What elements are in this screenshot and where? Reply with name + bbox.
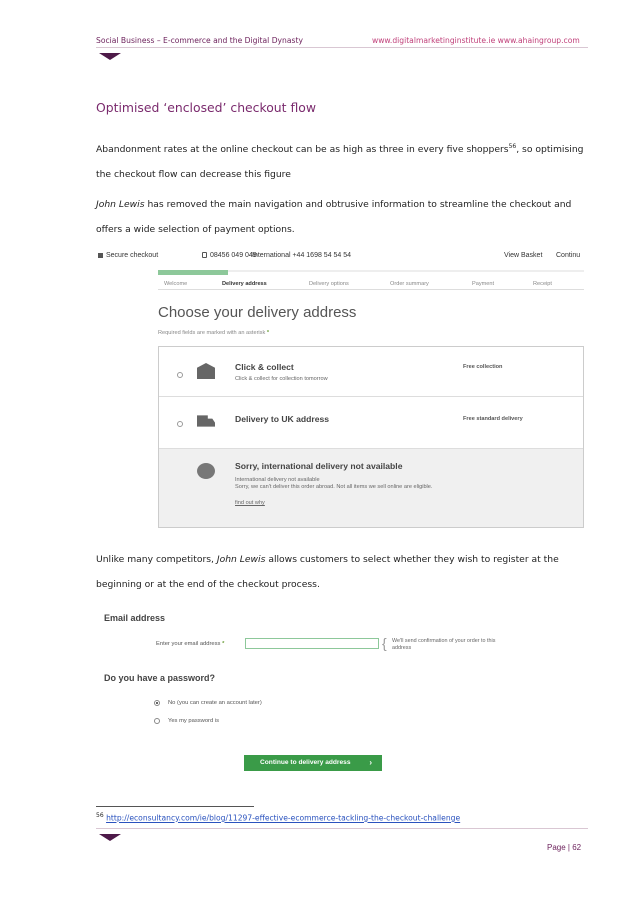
p3-pre: Unlike many competitors, [96,554,217,565]
page-number: Page | 62 [547,843,582,852]
email-note: We'll send confirmation of your order to this address [392,638,496,651]
section-heading: Optimised ‘enclosed’ checkout flow [96,100,316,115]
store-icon [197,363,215,379]
find-out-why-link[interactable]: find out why [235,500,265,506]
p3-text: allows customers to select whether they wish to register at the beginning or at the end of the checkout process. [96,554,559,590]
delivery-title: Choose your delivery address [158,304,357,321]
email-label: Enter your email address * [156,641,225,647]
header-rule [96,47,588,48]
footer-rule [96,828,588,829]
footnote-link[interactable]: http://econsultancy.com/ie/blog/11297-effective-ecommerce-tackling-the-checkout-challenge [106,813,461,823]
chevron-right-icon: › [369,758,372,767]
p3-brand: John Lewis [216,554,266,565]
paragraph-register [96,547,588,597]
radio-yes-label: Yes my password is [168,718,220,724]
option-sub: Click & collect for collection tomorrow [235,376,328,382]
footnote-num: 56 [96,812,104,819]
globe-icon [197,463,215,479]
step-welcome: Welcome [164,281,188,287]
continue-link[interactable]: Continu [556,252,581,259]
radio-click-collect[interactable] [177,372,183,378]
email-heading: Email address [104,613,166,623]
phone-number: 08456 049 049 [202,252,257,259]
progress-active [158,270,228,275]
option-title: Sorry, international delivery not available [235,461,403,471]
footer-chevron-icon [99,834,121,841]
p1-text-2: , so optimising the checkout flow can decrease this figure [96,144,584,181]
checkout-screenshot [96,246,584,530]
step-receipt: Receipt [533,281,552,287]
progress-steps [158,270,584,290]
radio-no-label: No (you can create an account later) [168,700,262,706]
radio-has-password[interactable] [154,718,160,724]
intl-number: International +44 1698 54 54 54 [252,252,352,259]
step-payment: Payment [472,281,495,287]
p2-text: has removed the main navigation and obtrusive information to streamline the checkout and offers a wide selection of payment options. [96,199,572,235]
email-screenshot [96,607,536,775]
header-title: Social Business – E-commerce and the Digital Dynasty [96,36,303,45]
checkout-topbar [96,250,584,266]
continue-button-label: Continue to delivery address [260,759,351,766]
password-heading: Do you have a password? [104,673,216,683]
footnote-ref: 56 [508,143,517,150]
option-line1: International delivery not available [235,477,320,483]
footnote [96,812,460,823]
required-note: Required fields are marked with an asterisk * [158,330,270,336]
header-links[interactable]: www.digitalmarketinginstitute.ie www.ahaingroup.com [372,36,580,45]
step-order-summary: Order summary [390,281,429,287]
step-delivery-address: Delivery address [222,281,267,287]
option-price: Free standard delivery [463,416,523,422]
p1-text: Abandonment rates at the online checkout can be as high as three in every five shoppers [96,144,509,156]
p2-brand: John Lewis [96,199,145,210]
brace-icon: { [382,635,387,651]
option-title: Click & collect [235,362,294,372]
phone-icon [202,252,207,258]
truck-icon [197,413,215,429]
delivery-options [158,346,584,528]
option-price: Free collection [463,364,503,370]
footnote-rule [96,806,254,807]
secure-checkout: Secure checkout [98,252,158,259]
continue-button[interactable] [244,755,382,771]
view-basket-link[interactable]: View Basket [504,252,543,259]
option-click-collect[interactable] [159,347,583,397]
option-title: Delivery to UK address [235,414,330,424]
paragraph-john-lewis [96,192,588,242]
paragraph-abandonment [96,134,588,187]
header-chevron-icon [99,53,121,60]
lock-icon [98,253,103,258]
step-delivery-options: Delivery options [309,281,349,287]
radio-uk-delivery[interactable] [177,421,183,427]
radio-no-password[interactable] [154,700,160,706]
email-input[interactable] [245,638,379,649]
option-international [159,449,583,527]
option-uk-delivery[interactable] [159,397,583,449]
option-line2: Sorry, we can't deliver this order abroad. Not all items we sell online are eligible. [235,484,433,490]
